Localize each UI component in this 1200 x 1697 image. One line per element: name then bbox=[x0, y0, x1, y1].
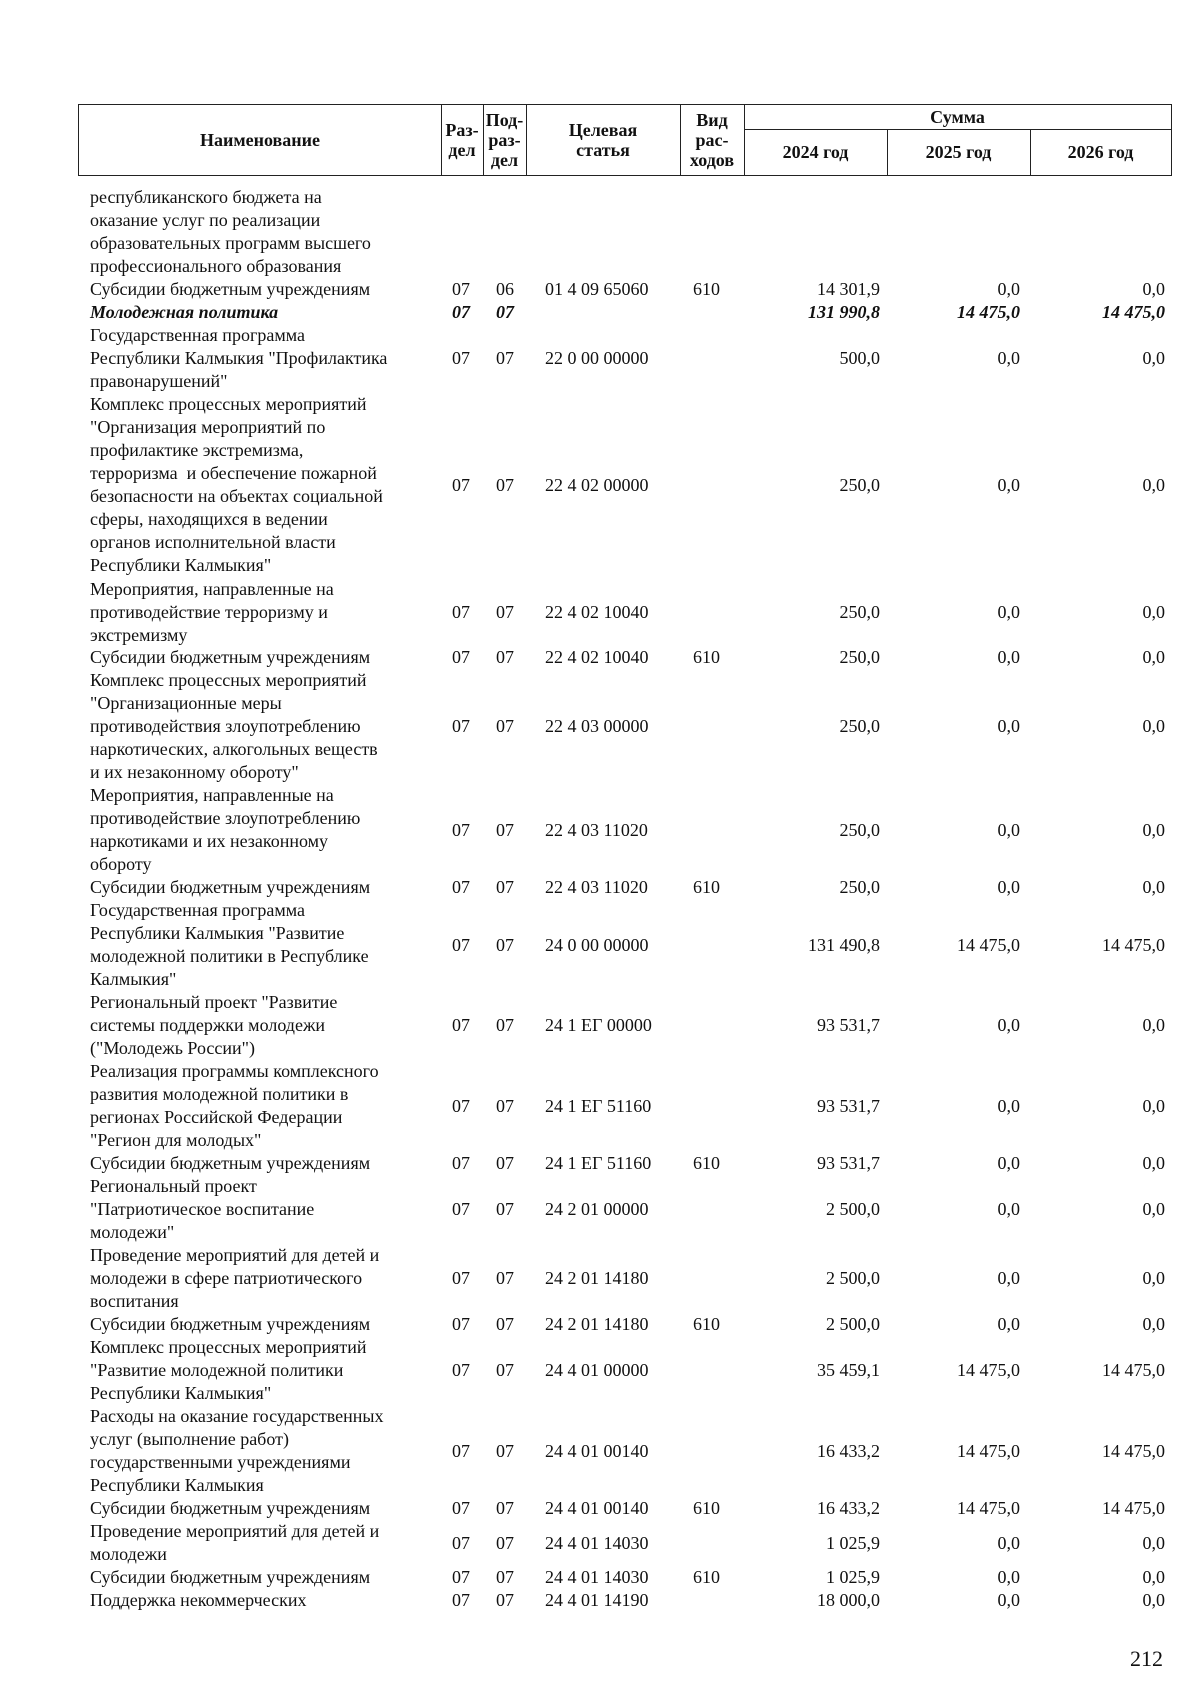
header-podrazdel bbox=[483, 105, 526, 175]
row-sum-2025: 0,0 bbox=[997, 716, 1020, 736]
row-name bbox=[90, 876, 435, 899]
row-sum-2024: 250,0 bbox=[839, 474, 880, 495]
row-name bbox=[90, 324, 435, 393]
row-sum-2026: 14 475,0 bbox=[1102, 1440, 1165, 1461]
row-target: 24 4 01 00140 bbox=[545, 1498, 649, 1518]
row-razdel: 07 bbox=[452, 474, 470, 495]
row-name-line: Субсидии бюджетным учреждениям bbox=[90, 1498, 371, 1518]
row-podrazdel: 07 bbox=[496, 877, 514, 897]
row-name-line: Республики Калмыкия" bbox=[90, 555, 272, 575]
row-name-line: безопасности на объектах социальной bbox=[90, 486, 383, 506]
row-name bbox=[90, 1313, 435, 1336]
row-sum-2025: 14 475,0 bbox=[957, 934, 1020, 955]
row-sum-2025: 0,0 bbox=[997, 474, 1020, 495]
row-name bbox=[90, 278, 435, 301]
table-row bbox=[0, 1313, 1200, 1336]
row-sum-2024: 250,0 bbox=[839, 877, 880, 897]
row-podrazdel: 07 bbox=[496, 1590, 514, 1610]
row-podrazdel: 07 bbox=[496, 934, 514, 955]
row-sum-2025: 0,0 bbox=[997, 279, 1020, 299]
row-sum-2024: 16 433,2 bbox=[817, 1498, 880, 1518]
row-razdel: 07 bbox=[452, 1498, 470, 1518]
row-name-line: ("Молодежь России") bbox=[90, 1038, 256, 1058]
row-razdel: 07 bbox=[452, 934, 470, 955]
row-sum-2025: 0,0 bbox=[997, 1314, 1020, 1334]
row-razdel: 07 bbox=[452, 1015, 470, 1035]
page-number: 212 bbox=[1130, 1646, 1163, 1671]
row-razdel: 07 bbox=[452, 1360, 470, 1380]
row-razdel: 07 bbox=[452, 1314, 470, 1334]
table-row bbox=[0, 278, 1200, 301]
row-razdel: 07 bbox=[452, 1199, 470, 1219]
row-podrazdel: 07 bbox=[496, 1015, 514, 1035]
row-name-line: противодействие злоупотреблению bbox=[90, 808, 361, 828]
row-sum-2024: 93 531,7 bbox=[817, 1095, 880, 1116]
row-name-line: "Организация мероприятий по bbox=[90, 417, 326, 437]
row-sum-2025: 14 475,0 bbox=[957, 1360, 1020, 1380]
header-sum: Сумма bbox=[930, 107, 985, 127]
row-target: 24 2 01 14180 bbox=[545, 1314, 649, 1334]
row-sum-2024: 250,0 bbox=[839, 819, 880, 840]
row-target: 24 4 01 00000 bbox=[545, 1360, 649, 1380]
row-name-line: "Развитие молодежной политики bbox=[90, 1360, 344, 1380]
row-name-line: услуг (выполнение работ) bbox=[90, 1429, 289, 1449]
row-name bbox=[90, 991, 435, 1060]
table-row bbox=[0, 324, 1200, 393]
row-sum-2025: 0,0 bbox=[997, 1268, 1020, 1288]
row-podrazdel: 07 bbox=[496, 1314, 514, 1334]
row-name-line: противодействие терроризму и bbox=[90, 602, 328, 622]
row-name-line: системы поддержки молодежи bbox=[90, 1015, 326, 1035]
row-vid: 610 bbox=[693, 647, 720, 667]
row-target: 22 4 03 11020 bbox=[545, 819, 648, 840]
row-razdel: 07 bbox=[452, 348, 470, 368]
row-sum-2026: 0,0 bbox=[1142, 1532, 1165, 1553]
row-target: 24 0 00 00000 bbox=[545, 934, 649, 955]
row-sum-2024: 1 025,9 bbox=[826, 1567, 880, 1587]
header-target-line: Целевая bbox=[568, 120, 638, 140]
row-name-line: наркотиками и их незаконному bbox=[90, 831, 329, 851]
table-row bbox=[0, 301, 1200, 324]
row-target: 22 4 02 10040 bbox=[545, 647, 649, 667]
row-podrazdel: 07 bbox=[496, 1153, 514, 1173]
row-sum-2025: 0,0 bbox=[997, 1590, 1020, 1610]
row-name-line: Расходы на оказание государственных bbox=[90, 1406, 384, 1426]
row-name-line: "Патриотическое воспитание bbox=[90, 1199, 315, 1219]
row-sum-2024: 131 490,8 bbox=[808, 934, 880, 955]
row-vid: 610 bbox=[693, 1567, 720, 1587]
row-name-line: терроризма и обеспечение пожарной bbox=[90, 463, 377, 483]
table-row bbox=[0, 1175, 1200, 1244]
row-sum-2025: 14 475,0 bbox=[957, 302, 1020, 322]
row-sum-2026: 0,0 bbox=[1142, 716, 1165, 736]
table-row bbox=[0, 876, 1200, 899]
row-razdel: 07 bbox=[452, 819, 470, 840]
row-sum-2026: 0,0 bbox=[1142, 1590, 1165, 1610]
row-sum-2025: 0,0 bbox=[997, 819, 1020, 840]
row-target: 24 1 ЕГ 00000 bbox=[545, 1015, 652, 1035]
table-row bbox=[0, 1589, 1200, 1612]
table-row bbox=[0, 578, 1200, 647]
row-name bbox=[90, 1336, 435, 1405]
row-sum-2024: 2 500,0 bbox=[826, 1199, 880, 1219]
row-name bbox=[90, 393, 435, 577]
row-podrazdel: 07 bbox=[496, 602, 514, 622]
row-razdel: 07 bbox=[452, 1095, 470, 1116]
row-podrazdel: 07 bbox=[496, 1360, 514, 1380]
row-name bbox=[90, 578, 435, 647]
header-vid-line: рас- bbox=[695, 130, 729, 150]
row-name-line: Государственная программа bbox=[90, 325, 305, 345]
row-razdel: 07 bbox=[452, 302, 470, 322]
row-target: 22 4 02 00000 bbox=[545, 474, 649, 495]
row-target: 24 4 01 14190 bbox=[545, 1590, 649, 1610]
header-podrazdel-line: Под- bbox=[485, 110, 524, 130]
row-name-line: органов исполнительной власти bbox=[90, 532, 336, 552]
row-podrazdel: 07 bbox=[496, 1498, 514, 1518]
row-target: 24 1 ЕГ 51160 bbox=[545, 1095, 652, 1116]
row-podrazdel: 07 bbox=[496, 348, 514, 368]
header-target bbox=[526, 105, 680, 175]
row-sum-2025: 0,0 bbox=[997, 647, 1020, 667]
row-vid: 610 bbox=[693, 279, 720, 299]
row-name-line: наркотических, алкогольных веществ bbox=[90, 739, 378, 759]
row-razdel: 07 bbox=[452, 1532, 470, 1553]
row-razdel: 07 bbox=[452, 602, 470, 622]
table-row bbox=[0, 393, 1200, 577]
row-name-line: образовательных программ высшего bbox=[90, 233, 371, 253]
row-podrazdel: 07 bbox=[496, 1095, 514, 1116]
row-target: 24 2 01 14180 bbox=[545, 1268, 649, 1288]
row-name bbox=[90, 1497, 435, 1520]
row-name-line: Государственная программа bbox=[90, 900, 305, 920]
row-sum-2026: 0,0 bbox=[1142, 1199, 1165, 1219]
row-sum-2024: 500,0 bbox=[839, 348, 880, 368]
row-sum-2025: 0,0 bbox=[997, 1095, 1020, 1116]
table-row bbox=[0, 186, 1200, 278]
row-name-line: Проведение мероприятий для детей и bbox=[90, 1521, 380, 1541]
row-name-line: Мероприятия, направленные на bbox=[90, 785, 334, 805]
row-sum-2024: 93 531,7 bbox=[817, 1153, 880, 1173]
row-name-line: Субсидии бюджетным учреждениям bbox=[90, 1567, 371, 1587]
row-sum-2025: 0,0 bbox=[997, 877, 1020, 897]
row-name-line: Субсидии бюджетным учреждениям bbox=[90, 1314, 371, 1334]
header-razdel-line: дел bbox=[448, 140, 476, 160]
row-sum-2024: 131 990,8 bbox=[808, 302, 880, 322]
row-name-line: "Регион для молодых" bbox=[90, 1130, 262, 1150]
row-name-line: развития молодежной политики в bbox=[90, 1084, 349, 1104]
row-name bbox=[90, 186, 435, 278]
row-name-line: Комплекс процессных мероприятий bbox=[90, 1337, 367, 1357]
row-sum-2025: 0,0 bbox=[997, 348, 1020, 368]
row-target: 24 4 01 14030 bbox=[545, 1567, 649, 1587]
row-sum-2026: 0,0 bbox=[1142, 1015, 1165, 1035]
row-vid: 610 bbox=[693, 1153, 720, 1173]
row-sum-2025: 14 475,0 bbox=[957, 1440, 1020, 1461]
row-target: 24 4 01 14030 bbox=[545, 1532, 649, 1553]
row-podrazdel: 07 bbox=[496, 474, 514, 495]
row-name bbox=[90, 1405, 435, 1497]
row-sum-2024: 14 301,9 bbox=[817, 279, 880, 299]
row-target: 22 4 03 11020 bbox=[545, 877, 648, 897]
header-vid bbox=[680, 105, 744, 175]
row-name-line: правонарушений" bbox=[90, 371, 228, 391]
row-name-line: Мероприятия, направленные на bbox=[90, 579, 334, 599]
row-sum-2024: 35 459,1 bbox=[817, 1360, 880, 1380]
row-podrazdel: 07 bbox=[496, 302, 514, 322]
row-name-line: экстремизму bbox=[90, 625, 188, 645]
row-sum-2024: 18 000,0 bbox=[817, 1590, 880, 1610]
row-sum-2025: 0,0 bbox=[997, 1532, 1020, 1553]
row-podrazdel: 07 bbox=[496, 716, 514, 736]
row-razdel: 07 bbox=[452, 1440, 470, 1461]
row-razdel: 07 bbox=[452, 1153, 470, 1173]
row-name-line: Комплекс процессных мероприятий bbox=[90, 670, 367, 690]
row-vid: 610 bbox=[693, 877, 720, 897]
row-sum-2026: 0,0 bbox=[1142, 602, 1165, 622]
row-sum-2026: 0,0 bbox=[1142, 1567, 1165, 1587]
row-name bbox=[90, 669, 435, 784]
table-row bbox=[0, 1566, 1200, 1589]
row-name-line: молодежи" bbox=[90, 1222, 175, 1242]
row-podrazdel: 07 bbox=[496, 1268, 514, 1288]
row-target: 22 0 00 00000 bbox=[545, 348, 649, 368]
row-razdel: 07 bbox=[452, 1567, 470, 1587]
row-name bbox=[90, 1060, 435, 1152]
row-sum-2026: 0,0 bbox=[1142, 647, 1165, 667]
row-name bbox=[90, 1175, 435, 1244]
row-name-line: Региональный проект bbox=[90, 1176, 257, 1196]
header-podrazdel-line: дел bbox=[490, 150, 519, 170]
row-name-line: Региональный проект "Развитие bbox=[90, 992, 338, 1012]
row-target: 22 4 03 00000 bbox=[545, 716, 649, 736]
row-sum-2026: 0,0 bbox=[1142, 348, 1165, 368]
row-name-line: Республики Калмыкия" bbox=[90, 1383, 272, 1403]
row-name-line: Субсидии бюджетным учреждениям bbox=[90, 647, 371, 667]
table-row bbox=[0, 1244, 1200, 1313]
row-podrazdel: 07 bbox=[496, 647, 514, 667]
row-sum-2025: 0,0 bbox=[997, 1153, 1020, 1173]
table-row bbox=[0, 784, 1200, 876]
row-sum-2026: 0,0 bbox=[1142, 279, 1165, 299]
header-razdel-line: Раз- bbox=[445, 120, 479, 140]
table-row bbox=[0, 669, 1200, 784]
row-target: 24 1 ЕГ 51160 bbox=[545, 1153, 652, 1173]
header-name: Наименование bbox=[200, 130, 320, 150]
row-target: 22 4 02 10040 bbox=[545, 602, 649, 622]
row-name bbox=[90, 1520, 435, 1566]
row-razdel: 07 bbox=[452, 877, 470, 897]
row-sum-2025: 0,0 bbox=[997, 1567, 1020, 1587]
header-vid-line: ходов bbox=[689, 150, 735, 170]
row-name-line: регионах Российской Федерации bbox=[90, 1107, 343, 1127]
row-name bbox=[90, 784, 435, 876]
header-podrazdel-line: раз- bbox=[488, 130, 521, 150]
row-name-line: Поддержка некоммерческих bbox=[90, 1590, 307, 1610]
row-name-line: Республики Калмыкия "Развитие bbox=[90, 923, 345, 943]
row-name-line: Комплекс процессных мероприятий bbox=[90, 394, 367, 414]
header-razdel bbox=[441, 105, 483, 175]
row-sum-2025: 0,0 bbox=[997, 1015, 1020, 1035]
table-row bbox=[0, 1497, 1200, 1520]
header-year-2025: 2025 год bbox=[925, 142, 992, 162]
header-year-2026: 2026 год bbox=[1067, 142, 1134, 162]
row-name bbox=[90, 301, 435, 324]
row-razdel: 07 bbox=[452, 1590, 470, 1610]
header-year-2024: 2024 год bbox=[782, 142, 849, 162]
row-name-line: Калмыкия" bbox=[90, 969, 177, 989]
row-name-line: профессионального образования bbox=[90, 256, 342, 276]
row-podrazdel: 07 bbox=[496, 1567, 514, 1587]
table-row bbox=[0, 1060, 1200, 1152]
row-name-line: Республики Калмыкия bbox=[90, 1475, 264, 1495]
row-sum-2025: 0,0 bbox=[997, 1199, 1020, 1219]
row-podrazdel: 06 bbox=[496, 279, 514, 299]
row-razdel: 07 bbox=[452, 1268, 470, 1288]
row-sum-2024: 93 531,7 bbox=[817, 1015, 880, 1035]
row-name-line: Субсидии бюджетным учреждениям bbox=[90, 877, 371, 897]
row-sum-2026: 14 475,0 bbox=[1102, 302, 1165, 322]
row-name bbox=[90, 1566, 435, 1589]
row-name-line: молодежи bbox=[90, 1544, 167, 1564]
row-name-line: обороту bbox=[90, 854, 152, 874]
row-name-line: Субсидии бюджетным учреждениям bbox=[90, 279, 371, 299]
row-sum-2026: 0,0 bbox=[1142, 819, 1165, 840]
row-name bbox=[90, 1244, 435, 1313]
row-vid: 610 bbox=[693, 1314, 720, 1334]
table-row bbox=[0, 1152, 1200, 1175]
row-name-line: Проведение мероприятий для детей и bbox=[90, 1245, 380, 1265]
row-name-line: противодействия злоупотреблению bbox=[90, 716, 361, 736]
row-target: 24 4 01 00140 bbox=[545, 1440, 649, 1461]
table-row bbox=[0, 1520, 1200, 1566]
row-sum-2026: 0,0 bbox=[1142, 474, 1165, 495]
row-sum-2024: 1 025,9 bbox=[826, 1532, 880, 1553]
row-sum-2026: 14 475,0 bbox=[1102, 934, 1165, 955]
table-row bbox=[0, 899, 1200, 991]
row-name-line: "Организационные меры bbox=[90, 693, 282, 713]
row-name-line: Республики Калмыкия "Профилактика bbox=[90, 348, 388, 368]
table-header bbox=[78, 104, 1172, 176]
row-name-line: молодежной политики в Республике bbox=[90, 946, 369, 966]
row-razdel: 07 bbox=[452, 647, 470, 667]
row-sum-2024: 16 433,2 bbox=[817, 1440, 880, 1461]
row-sum-2025: 14 475,0 bbox=[957, 1498, 1020, 1518]
row-sum-2026: 0,0 bbox=[1142, 1153, 1165, 1173]
row-name bbox=[90, 1152, 435, 1175]
table-row bbox=[0, 991, 1200, 1060]
row-sum-2024: 2 500,0 bbox=[826, 1314, 880, 1334]
row-sum-2026: 0,0 bbox=[1142, 1314, 1165, 1334]
row-podrazdel: 07 bbox=[496, 1199, 514, 1219]
row-sum-2026: 14 475,0 bbox=[1102, 1360, 1165, 1380]
row-sum-2024: 250,0 bbox=[839, 647, 880, 667]
row-name-line: Субсидии бюджетным учреждениям bbox=[90, 1153, 371, 1173]
row-name bbox=[90, 646, 435, 669]
table-row bbox=[0, 1336, 1200, 1405]
row-podrazdel: 07 bbox=[496, 1532, 514, 1553]
row-name-line: молодежи в сфере патриотического bbox=[90, 1268, 363, 1288]
row-name-line: сферы, находящихся в ведении bbox=[90, 509, 328, 529]
row-sum-2026: 0,0 bbox=[1142, 1095, 1165, 1116]
row-podrazdel: 07 bbox=[496, 1440, 514, 1461]
row-name-line: Реализация программы комплексного bbox=[90, 1061, 379, 1081]
row-name bbox=[90, 899, 435, 991]
row-vid: 610 bbox=[693, 1498, 720, 1518]
row-sum-2025: 0,0 bbox=[997, 602, 1020, 622]
row-sum-2024: 250,0 bbox=[839, 602, 880, 622]
row-razdel: 07 bbox=[452, 716, 470, 736]
row-name-line: воспитания bbox=[90, 1291, 179, 1311]
row-name-line: Молодежная политика bbox=[90, 302, 279, 322]
row-sum-2024: 2 500,0 bbox=[826, 1268, 880, 1288]
header-vid-line: Вид bbox=[696, 110, 728, 130]
row-sum-2026: 0,0 bbox=[1142, 877, 1165, 897]
row-name-line: оказание услуг по реализации bbox=[90, 210, 321, 230]
row-podrazdel: 07 bbox=[496, 819, 514, 840]
row-sum-2026: 0,0 bbox=[1142, 1268, 1165, 1288]
row-name bbox=[90, 1589, 435, 1612]
row-name-line: государственными учреждениями bbox=[90, 1452, 351, 1472]
row-name-line: профилактике экстремизма, bbox=[90, 440, 304, 460]
row-name-line: и их незаконному обороту" bbox=[90, 762, 299, 782]
row-name-line: республиканского бюджета на bbox=[90, 187, 322, 207]
row-target: 24 2 01 00000 bbox=[545, 1199, 649, 1219]
row-sum-2026: 14 475,0 bbox=[1102, 1498, 1165, 1518]
table-row bbox=[0, 1405, 1200, 1497]
row-razdel: 07 bbox=[452, 279, 470, 299]
header-target-line: статья bbox=[576, 140, 630, 160]
row-sum-2024: 250,0 bbox=[839, 716, 880, 736]
row-target: 01 4 09 65060 bbox=[545, 279, 649, 299]
table-row bbox=[0, 646, 1200, 669]
